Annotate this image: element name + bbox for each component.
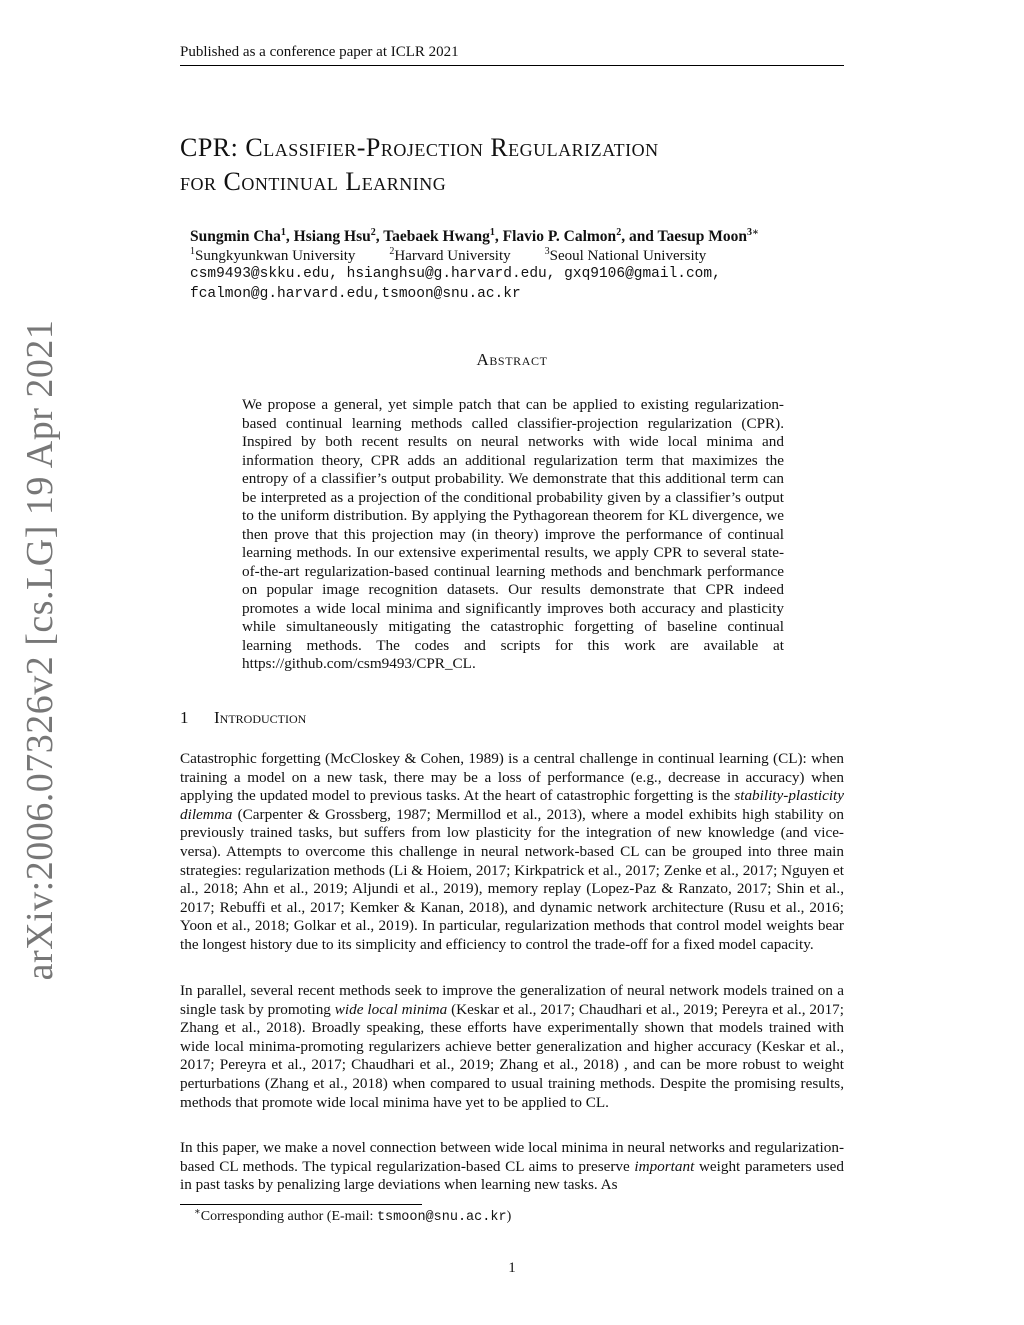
emphasis: wide local minima — [334, 1000, 448, 1018]
abstract-heading: Abstract — [476, 350, 548, 369]
title-line-1: CPR: Classifier-Projection Regularization — [180, 133, 659, 162]
email-line-1: csm9493@skku.edu, hsianghsu@g.harvard.edu, gxq9106@gmail.com, — [190, 266, 721, 282]
paragraph — [180, 750, 844, 955]
arxiv-stamp-text: arXiv:2006.07326v2 [cs.LG] 19 Apr 2021 — [19, 319, 61, 981]
emphasis: important — [634, 1157, 695, 1175]
affiliation: Seoul National University — [549, 248, 707, 264]
author-affil-mark: 1 — [489, 226, 495, 238]
author-affil-mark: 1 — [280, 226, 286, 238]
affiliations — [190, 248, 706, 265]
title-line-2: for Continual Learning — [180, 167, 447, 196]
section-heading — [180, 708, 306, 728]
section-title: Introduction — [214, 708, 307, 727]
footnote-rule — [180, 1204, 422, 1205]
footnote-close: ) — [506, 1209, 512, 1224]
page-number: 1 — [508, 1260, 516, 1276]
paragraph-text: Catastrophic forgetting (McCloskey & Cohen, 1989) is a central challenge in continual learning (CL): when training a model on a new task, there may be a loss of performance (e.g., decrease in accuracy) when applying the updated model to previous tasks. At the heart of catastrophic forgetting is the — [180, 750, 844, 805]
running-header: Published as a conference paper at ICLR 2021 — [180, 44, 459, 60]
email-line-2: fcalmon@g.harvard.edu,tsmoon@snu.ac.kr — [190, 286, 521, 302]
paragraph-text: weight parameters used in past tasks by penalizing large deviations when learning new tasks. As — [180, 1157, 844, 1194]
abstract-body: We propose a general, yet simple patch that can be applied to existing regularization-based continual learning methods called classifier-projection regularization (CPR). Inspired by both recent results on neural networks with wide local minima and information theory, CPR adds an additional regularization term that maximizes the entropy of a classifier’s output probability. We demonstrate that this additional term can be interpreted as a projection of the conditional probability given by a classifier’s output to the uniform distribution. By applying the Pythagorean theorem for KL divergence, we then prove that this projection may (in theory) improve the performance of continual learning methods. In our extensive experimental results, we apply CPR to several state-of-the-art regularization-based continual learning methods and benchmark performance on popular image recognition datasets. Our results demonstrate that CPR indeed promotes a wide local minima and significantly improves both accuracy and plasticity while simultaneously mitigating the catastrophic forgetting of baseline continual learning methods. The codes and scripts for this work are available at https://github.com/csm9493/CPR_CL. — [242, 396, 784, 672]
paragraph-text: (Keskar et al., 2017; Chaudhari et al., 2019; Pereyra et al., 2017; Zhang et al., 2018). Broadly speaking, these efforts have experimentally shown that models trained with wide local minima-promoting regularizers achieve better generalization and higher accuracy (Keskar et al., 2017; Pereyra et al., 2017; Chaudhari et al., 2019; Zhang et al., 2018) , and can be more robust to weight perturbations (Zhang et al., 2018) when compared to usual training methods. Despite the promising results, methods that promote wide local minima have yet to be applied to CL. — [180, 1000, 844, 1111]
affil-mark: 3 — [544, 246, 550, 257]
affil-mark: 2 — [389, 246, 395, 257]
author-affil-mark: 2 — [616, 226, 622, 238]
section-number: 1 — [180, 708, 189, 727]
paper-title — [180, 131, 840, 199]
author-name: Sungmin Cha — [190, 228, 281, 245]
paragraph — [180, 982, 844, 1112]
author-affil-mark: 3∗ — [746, 226, 759, 238]
paragraph-text: (Carpenter & Grossberg, 1987; Mermillod et al., 2013), where a model exhibits high stability on previously trained tasks, but suffers from low plasticity for the integration of new knowledge (and vice-versa). Attempts to overcome this challenge in neural network-based CL can be grouped into three main strategies: regularization methods (Li & Hoiem, 2017; Kirkpatrick et al., 2017; Zenke et al., 2017; Nguyen et al., 2018; Ahn et al., 2019; Aljundi et al., 2019), memory replay (Lopez-Paz & Ranzato, 2017; Shin et al., 2017; Rebuffi et al., 2017; Kemker & Kanan, 2018), and dynamic network architecture (Rusu et al., 2016; Yoon et al., 2018; Golkar et al., 2019). In particular, regularization methods that control model weights bear the longest history due to its simplicity and efficiency to control the trade-off for a fixed model capacity. — [180, 805, 844, 953]
emphasis: stability-plasticity dilemma — [180, 787, 844, 823]
footnote — [194, 1206, 512, 1225]
author-name: , Hsiang Hsu — [285, 228, 371, 245]
author-name: , Flavio P. Calmon — [494, 228, 617, 245]
arxiv-stamp — [10, 319, 70, 981]
footnote-mark: ∗ — [194, 1206, 201, 1218]
footnote-email: tsmoon@snu.ac.kr — [376, 1210, 507, 1225]
paragraph — [180, 1139, 844, 1195]
author-name: , Taebaek Hwang — [375, 228, 490, 245]
affiliation: Harvard University — [394, 248, 511, 264]
author-name: , and Taesup Moon — [621, 228, 747, 245]
paragraph-text: In this paper, we make a novel connection between wide local minima in neural networks and regularization-based CL methods. The typical regularization-based CL aims to preserve — [180, 1139, 844, 1175]
paragraph-text: In parallel, several recent methods seek to improve the generalization of neural network models trained on a single task by promoting — [180, 982, 844, 1018]
author-list — [190, 228, 759, 246]
affil-mark: 1 — [190, 246, 195, 257]
author-affil-mark: 2 — [370, 226, 376, 238]
affiliation: Sungkyunkwan University — [195, 248, 356, 264]
header-rule — [180, 65, 844, 66]
footnote-text: Corresponding author (E-mail: — [200, 1209, 377, 1224]
